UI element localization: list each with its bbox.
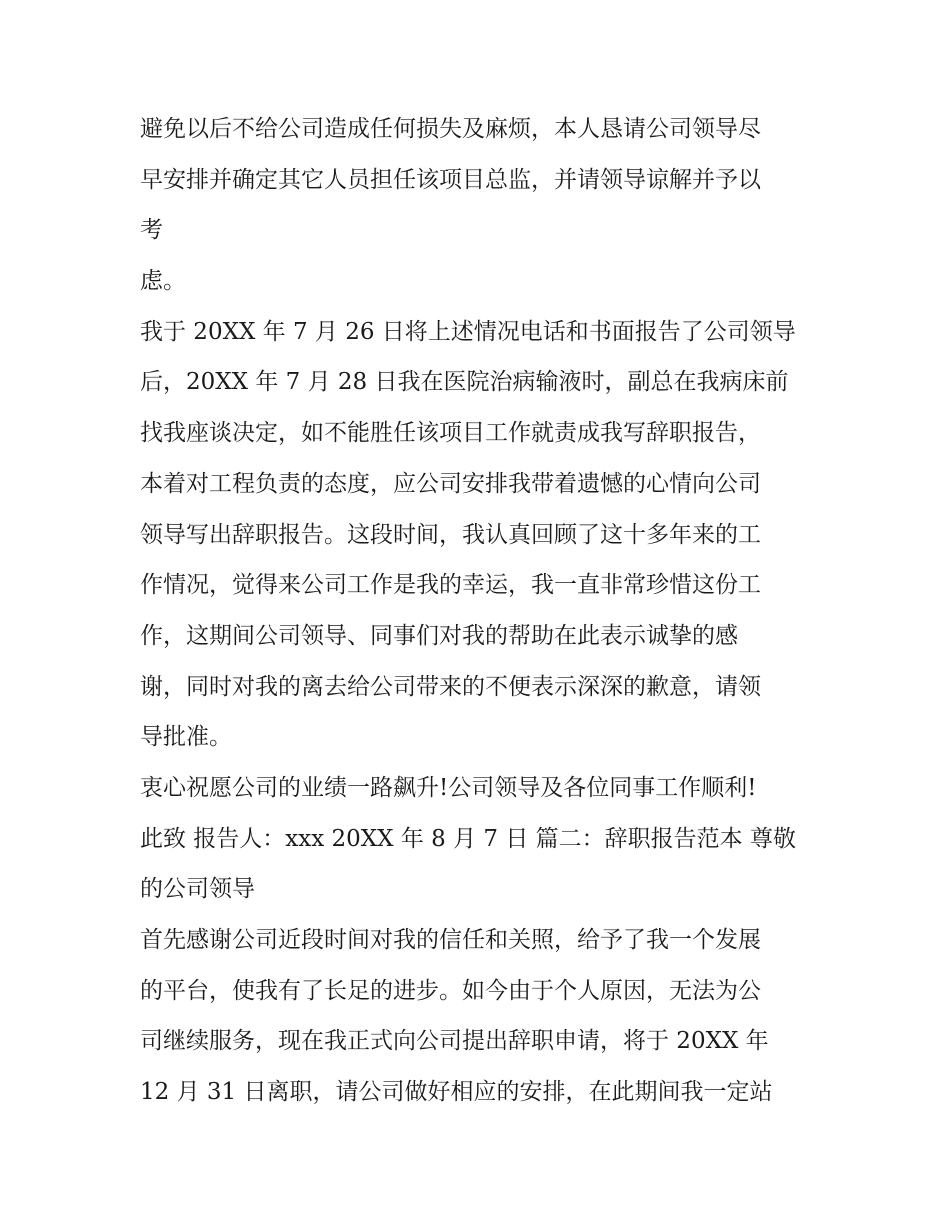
text-line: 我于 20XX 年 7 月 26 日将上述情况电话和书面报告了公司领导 xyxy=(140,318,796,345)
text-line: 衷心祝愿公司的业绩一路飙升!公司领导及各位同事工作顺利! xyxy=(140,774,757,801)
text-line: 找我座谈决定，如不能胜任该项目工作就责成我写辞职报告， xyxy=(140,420,761,447)
text-line: 12 月 31 日离职，请公司做好相应的安排，在此期间我一定站 xyxy=(140,1079,773,1106)
document-body xyxy=(140,104,830,1118)
text-line: 后，20XX 年 7 月 28 日我在医院治病输液时，副总在我病床前 xyxy=(140,369,789,396)
text-line: 首先感谢公司近段时间对我的信任和关照，给予了我一个发展 xyxy=(140,927,761,953)
text-line: 作，这期间公司领导、同事们对我的帮助在此表示诚挚的感 xyxy=(140,622,738,649)
text-line: 的平台，使我有了长足的进步。如今由于个人原因，无法为公 xyxy=(140,977,761,1004)
text-line: 领导写出辞职报告。这段时间，我认真回顾了这十多年来的工 xyxy=(140,521,761,548)
text-line: 的公司领导 xyxy=(140,876,255,903)
text-line: 本着对工程负责的态度，应公司安排我带着遗憾的心情向公司 xyxy=(140,470,761,497)
text-line: 早安排并确定其它人员担任该项目总监，并请领导谅解并予以 xyxy=(140,166,761,193)
text-line: 司继续服务，现在我正式向公司提出辞职申请，将于 20XX 年 xyxy=(140,1028,769,1055)
text-line: 避免以后不给公司造成任何损失及麻烦，本人恳请公司领导尽 xyxy=(140,116,761,142)
text-line: 导批准。 xyxy=(140,724,232,751)
text-line: 考 xyxy=(140,217,163,244)
text-line: 作情况，觉得来公司工作是我的幸运，我一直非常珍惜这份工 xyxy=(140,572,761,599)
text-line: 谢，同时对我的离去给公司带来的不便表示深深的歉意，请领 xyxy=(140,673,761,700)
text-line: 此致 报告人：xxx 20XX 年 8 月 7 日 篇二：辞职报告范本 尊敬 xyxy=(140,825,796,852)
text-line: 虑。 xyxy=(140,268,186,295)
